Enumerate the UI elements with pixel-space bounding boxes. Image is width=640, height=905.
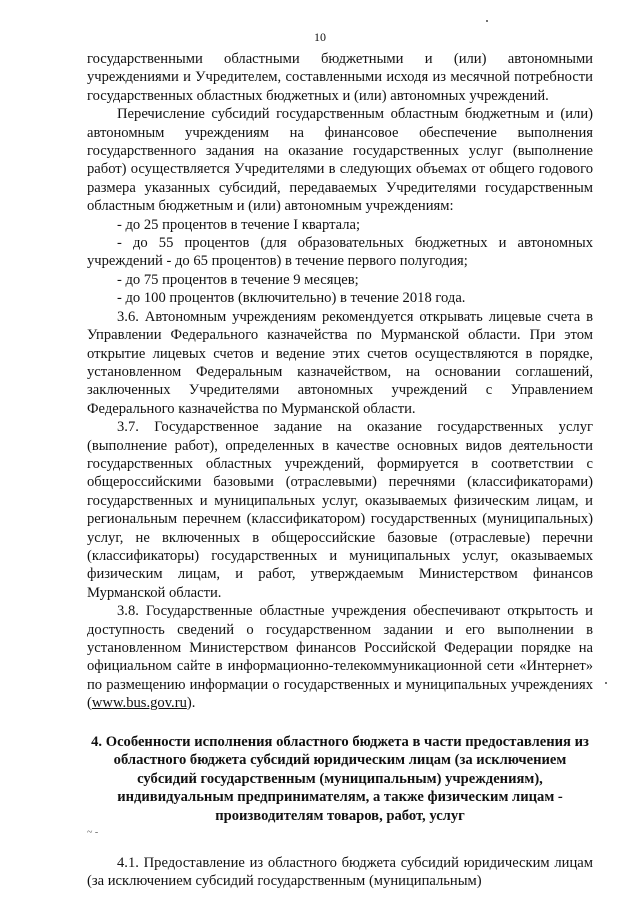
paragraph-3-8-text: 3.8. Государственные областные учреждения обеспечивают открытость и доступность сведений о государственном задании и его выполнении в установленном Министерством финансов Российской Федерации порядке на официальном сайте в информационно-телекоммуникационной сети «Интернет» по размещению информации о государственных и муниципальных учреждениях ( <box>87 603 593 712</box>
paragraph-3-7: 3.7. Государственное задание на оказание государственных услуг (выполнение работ), определенных в качестве основных видов деятельности государственных областных учреждений, формируется в соответствии с общероссийскими базовыми (отраслевыми) перечнями (классификаторами) государственных и муниципальных услуг, оказываемых физическим лицам, и региональным перечнем (классификатором) государственных (муниципальных) услуг, не включенных в общероссийские базовые (отраслевые) перечни (классификаторы) государственных и муниципальных услуг, оказываемых физическим лицам, и работ, утверждаемым Министерством финансов Мурманской области. <box>87 419 593 601</box>
page-number: 10 <box>314 30 326 44</box>
list-item-9-months: - до 75 процентов в течение 9 месяцев; <box>117 271 359 288</box>
bus-gov-link[interactable]: www.bus.gov.ru <box>91 695 187 712</box>
section-4-heading: 4. Особенности исполнения областного бюджета в части предоставления из областного бюджета субсидий юридическим лицам (за исключением субсидий государственным (муниципальным) учреждениям), индивидуальным предпринимателям, а также физическим лицам - производителям товаров, работ, услуг <box>91 733 589 824</box>
scan-artifact <box>486 20 488 22</box>
paragraph-3-6: 3.6. Автономным учреждениям рекомендуется открывать лицевые счета в Управлении Федерального казначейства по Мурманской области. При этом открытие лицевых счетов и ведение этих счетов осуществляются в порядке, установленном Федеральным казначейством, на основании соглашений, заключенных Учредителями автономных учреждений с Управлением Федерального казначейства по Мурманской области. <box>87 308 593 417</box>
paragraph-subsidy-transfer: Перечисление субсидий государственным областным бюджетным и (или) автономным учреждениям на финансовое обеспечение выполнения государственного задания на оказание государственных услуг (выполнение работ) осуществляется Учредителями в следующих объемах от общего годового размера указанных субсидий, передаваемых Учредителями государственным областным бюджетным и (или) автономным учреждениям: <box>87 106 593 215</box>
paragraph-3-8 <box>87 602 593 712</box>
scan-artifact: ~ - <box>87 827 99 838</box>
list-item-half-year: - до 55 процентов (для образовательных бюджетных и автономных учреждений - до 65 процентов) в течение первого полугодия; <box>87 235 593 270</box>
paragraph-4-1: 4.1. Предоставление из областного бюджета субсидий юридическим лицам (за исключением субсидий государственным (муниципальным) <box>87 854 593 889</box>
paragraph-3-8-suffix: ). <box>186 695 196 712</box>
document-body <box>87 50 593 890</box>
scan-artifact <box>605 682 607 684</box>
list-item-year: - до 100 процентов (включительно) в течение 2018 года. <box>117 290 466 307</box>
list-item-q1: - до 25 процентов в течение I квартала; <box>117 216 361 233</box>
paragraph-continuation: государственными областными бюджетными и (или) автономными учреждениями и Учредителем, составленными исходя из месячной потребности государственных областных бюджетных и (или) автономных учреждений. <box>87 51 593 104</box>
